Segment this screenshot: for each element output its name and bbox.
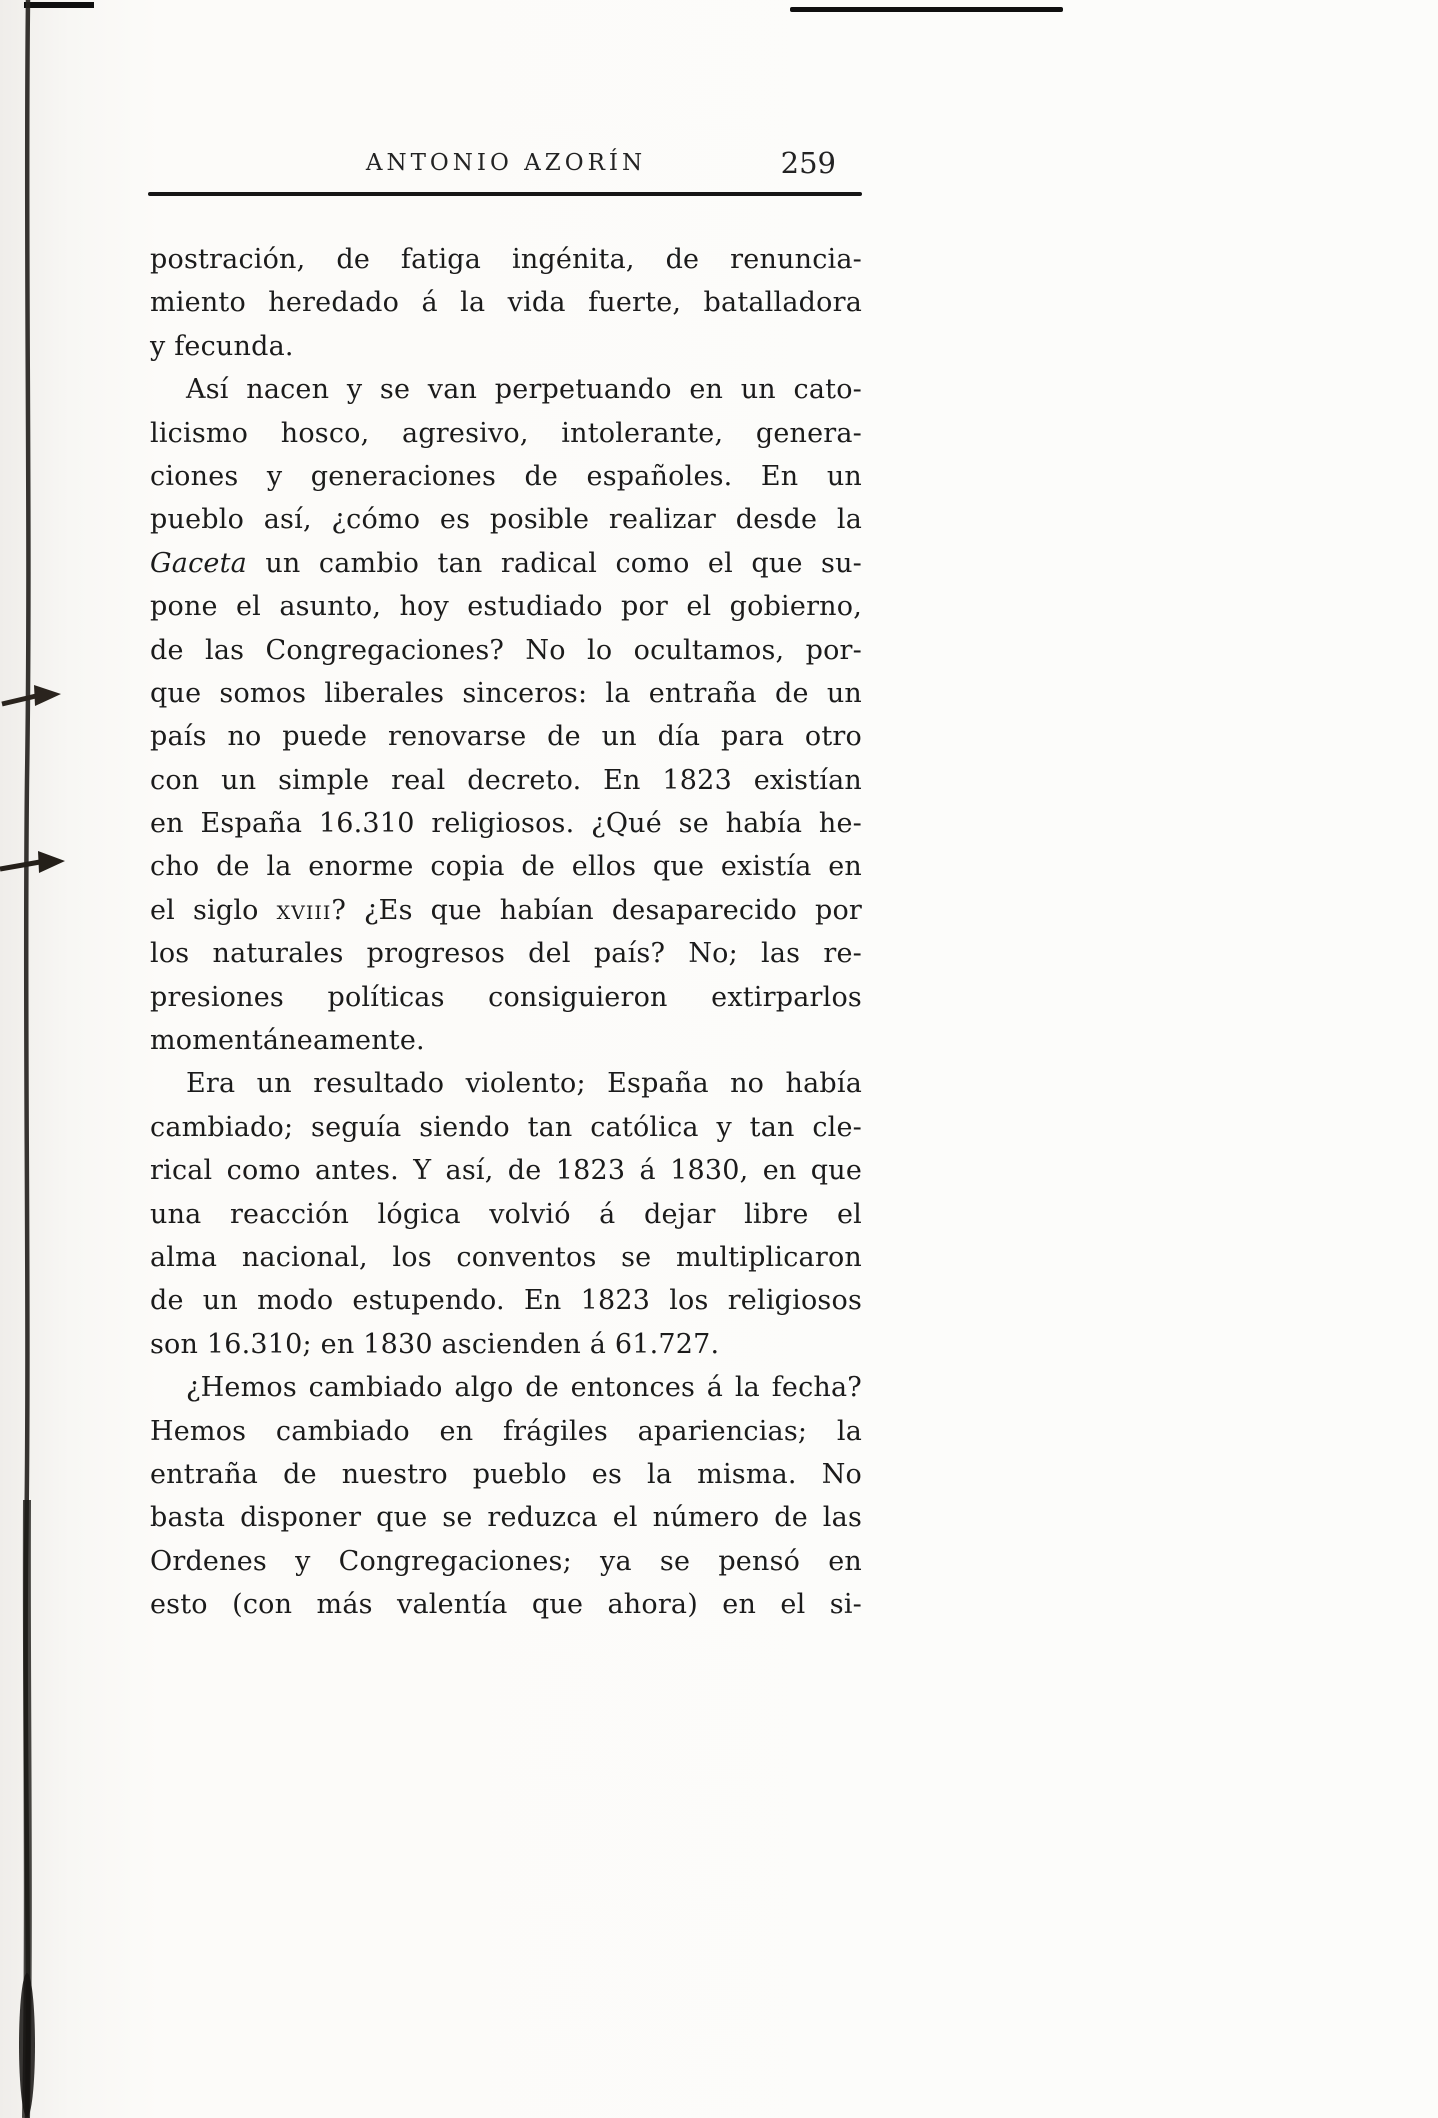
smallcaps-text: xviii bbox=[276, 894, 332, 926]
page-header bbox=[150, 146, 862, 190]
text-segment: esto (con más valentía que ahora) en el si- bbox=[150, 1589, 862, 1621]
running-title: ANTONIO AZORÍN bbox=[365, 150, 647, 176]
text-segment: Era un resultado violento; España no había bbox=[186, 1068, 862, 1100]
text-segment: alma nacional, los conventos se multiplicaron bbox=[150, 1241, 862, 1273]
text-segment: Hemos cambiado en frágiles apariencias; la bbox=[150, 1415, 862, 1447]
text-segment: pueblo así, ¿cómo es posible realizar desde la bbox=[150, 504, 862, 536]
text-segment: ¿Hemos cambiado algo de entonces á la fecha? bbox=[186, 1372, 862, 1404]
text-segment: en España 16.310 religiosos. ¿Qué se había he- bbox=[150, 808, 862, 840]
binding-artifact bbox=[0, 0, 110, 2118]
text-line bbox=[150, 412, 862, 455]
text-segment: momentáneamente. bbox=[150, 1025, 425, 1057]
text-line bbox=[150, 455, 862, 498]
scan-artifact-top-line bbox=[790, 7, 1063, 12]
text-segment: ? ¿Es que habían desaparecido por bbox=[331, 894, 863, 926]
text-line bbox=[150, 1496, 862, 1539]
text-line bbox=[150, 1236, 862, 1279]
text-segment: los naturales progresos del país? No; las re- bbox=[150, 938, 862, 970]
text-line bbox=[150, 759, 862, 802]
margin-arrow-icon bbox=[0, 851, 65, 873]
text-line bbox=[150, 932, 862, 975]
text-line bbox=[150, 1193, 862, 1236]
text-line bbox=[150, 368, 862, 411]
text-segment: de las Congregaciones? No lo ocultamos, por- bbox=[150, 634, 862, 666]
text-segment: de un modo estupendo. En 1823 los religiosos bbox=[150, 1285, 862, 1317]
text-segment: presiones políticas consiguieron extirparlos bbox=[150, 981, 862, 1013]
text-line bbox=[150, 325, 862, 368]
margin-arrow-icon bbox=[2, 685, 61, 706]
text-segment: ciones y generaciones de españoles. En un bbox=[150, 460, 862, 492]
top-left-mark bbox=[24, 2, 94, 8]
text-line bbox=[150, 845, 862, 888]
text-line bbox=[150, 1323, 862, 1366]
text-line bbox=[150, 1106, 862, 1149]
text-segment: basta disponer que se reduzca el número de las bbox=[150, 1502, 862, 1534]
header-rule bbox=[148, 192, 862, 196]
text-line bbox=[150, 542, 862, 585]
text-segment: que somos liberales sinceros: la entraña de un bbox=[150, 677, 862, 709]
text-segment: rical como antes. Y así, de 1823 á 1830, en que bbox=[150, 1155, 862, 1187]
text-segment: una reacción lógica volvió á dejar libre el bbox=[150, 1198, 862, 1230]
text-line bbox=[150, 238, 862, 281]
text-line bbox=[150, 889, 862, 932]
text-line bbox=[150, 715, 862, 758]
binding-smudge bbox=[19, 1973, 35, 2117]
text-segment: y fecunda. bbox=[150, 330, 294, 362]
text-line bbox=[150, 802, 862, 845]
text-segment: cambiado; seguía siendo tan católica y tan cle- bbox=[150, 1111, 862, 1143]
text-line bbox=[150, 1279, 862, 1322]
text-line bbox=[150, 1019, 862, 1062]
text-segment: con un simple real decreto. En 1823 existían bbox=[150, 764, 862, 796]
text-segment: postración, de fatiga ingénita, de renuncia- bbox=[150, 244, 862, 275]
text-line bbox=[150, 672, 862, 715]
text-segment: entraña de nuestro pueblo es la misma. No bbox=[150, 1458, 862, 1490]
text-segment: cho de la enorme copia de ellos que existía en bbox=[150, 851, 862, 883]
text-line bbox=[150, 629, 862, 672]
text-line bbox=[150, 1583, 862, 1626]
text-line bbox=[150, 498, 862, 541]
italic-text: Gaceta bbox=[150, 547, 247, 579]
text-segment: Así nacen y se van perpetuando en un cato- bbox=[186, 374, 862, 406]
text-line bbox=[150, 281, 862, 324]
text-segment: el siglo bbox=[150, 894, 277, 926]
text-segment: un cambio tan radical como el que su- bbox=[246, 547, 862, 579]
text-segment: miento heredado á la vida fuerte, batalladora bbox=[150, 287, 862, 319]
text-line bbox=[150, 1149, 862, 1192]
text-line bbox=[150, 585, 862, 628]
text-segment: país no puede renovarse de un día para otro bbox=[150, 721, 862, 753]
text-segment: Ordenes y Congregaciones; ya se pensó en bbox=[150, 1545, 862, 1577]
text-segment: son 16.310; en 1830 ascienden á 61.727. bbox=[150, 1328, 720, 1360]
text-line bbox=[150, 1453, 862, 1496]
text-line bbox=[150, 1410, 862, 1453]
text-block bbox=[150, 238, 862, 1627]
text-segment: licismo hosco, agresivo, intolerante, genera- bbox=[150, 417, 862, 449]
text-line bbox=[150, 976, 862, 1019]
page-number: 259 bbox=[780, 146, 836, 180]
text-line bbox=[150, 1366, 862, 1409]
text-line bbox=[150, 1540, 862, 1583]
text-segment: pone el asunto, hoy estudiado por el gobierno, bbox=[150, 591, 862, 623]
text-line bbox=[150, 1062, 862, 1105]
